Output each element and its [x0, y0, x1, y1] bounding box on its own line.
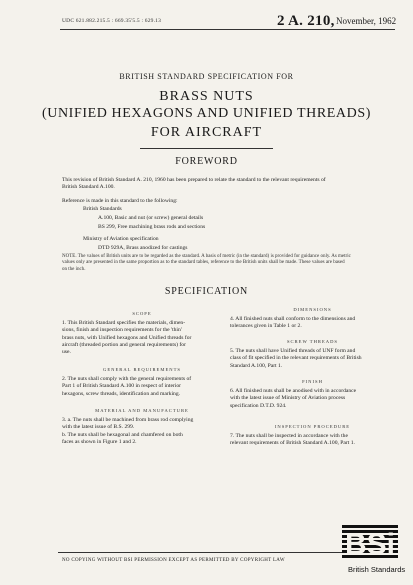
- title-line-2: (UNIFIED HEXAGONS AND UNIFIED THREADS): [42, 106, 371, 121]
- foreword-paragraph-line: British Standard A.100.: [62, 184, 115, 191]
- foreword-note: [62, 254, 392, 273]
- reference-intro: Reference is made in this standard to the following:: [62, 198, 178, 204]
- text-line: 2. The nuts shall comply with the general requirements of: [62, 376, 192, 382]
- section-heading-dimensions: DIMENSIONS: [293, 307, 332, 312]
- section-general-text: [62, 376, 191, 398]
- text-line: Standard A.100, Part 1.: [230, 362, 283, 369]
- bsi-logo: [340, 523, 400, 563]
- text-line: sions, finish and inspection requirements for the 'thin': [62, 327, 182, 334]
- text-line: 5. The nuts shall have Unified threads of UNF form and: [230, 348, 356, 354]
- header-rule: [60, 29, 395, 30]
- section-threads-text: [230, 348, 362, 370]
- copyright-notice: NO COPYING WITHOUT BSI PERMISSION EXCEPT AS PERMITTED BY COPYRIGHT LAW: [62, 558, 285, 563]
- section-dimensions-text: [230, 316, 355, 331]
- udc-code: UDC 621.882.215.5 : 669.35'5.5 : 629.13: [62, 18, 162, 24]
- title-line-1: BRASS NUTS: [159, 89, 254, 104]
- section-heading-scope: SCOPE: [132, 311, 152, 316]
- text-line: with the latest issue of B.S. 299.: [62, 424, 135, 431]
- foreword-paragraph-line: This revision of British Standard A. 210, 1960 has been prepared to relate the standard to the relevant requirements of: [62, 177, 326, 183]
- text-line: relevant requirements of British Standard A.100, Part 1.: [230, 440, 355, 447]
- text-line: specification D.T.D. 924.: [230, 402, 287, 409]
- standard-date: November, 1962: [336, 16, 397, 26]
- section-heading-material: MATERIAL AND MANUFACTURE: [95, 408, 189, 413]
- note-line: NOTE. The values of British units are to be regarded as the standard. A basis of metric (in the standard) is provided for guidance only. As metric: [62, 254, 351, 259]
- title-line-3: FOR AIRCRAFT: [150, 125, 263, 140]
- text-line: tolerances given in Table 1 or 2.: [230, 323, 302, 330]
- text-line: hexagons, screw threads, identification and marking.: [62, 390, 181, 397]
- section-material-text: [62, 417, 193, 446]
- text-line: class of fit specified in the relevant requirements of British: [230, 355, 362, 362]
- text-line: aircraft (threaded portion and general requirements) for: [62, 341, 186, 348]
- logo-mark: BSi: [344, 528, 396, 561]
- section-inspection-text: [230, 433, 355, 448]
- british-standards-label: British Standards: [83, 206, 122, 212]
- standard-number: 2 A. 210,: [277, 13, 335, 29]
- text-line: 4. All finished nuts shall conform to the dimensions and: [230, 316, 356, 322]
- section-finish-text: [230, 388, 356, 410]
- section-heading-threads: SCREW THREADS: [287, 339, 338, 344]
- note-line: on the inch.: [62, 266, 86, 272]
- foreword-rule: [140, 148, 273, 149]
- text-line: faces as shown in Figure 1 and 2.: [62, 438, 137, 445]
- reference-item: BS 299, Free machining brass rods and sections: [98, 224, 206, 230]
- text-line: with the latest issue of Ministry of Aviation process: [230, 395, 346, 402]
- foreword-paragraph: [62, 177, 392, 191]
- publisher-line: BRITISH STANDARD SPECIFICATION FOR: [119, 72, 294, 81]
- text-line: brass nuts, with Unified hexagons and Unified threads for: [62, 334, 192, 341]
- foreword-heading: FOREWORD: [175, 156, 238, 167]
- section-heading-finish: FINISH: [302, 379, 323, 384]
- text-line: Part 1 of British Standard A.100 in respect of interior: [62, 383, 182, 390]
- text-line: 3. a. The nuts shall be machined from brass rod complying: [62, 417, 194, 423]
- note-line: values only are presented in the same proportion as to the standard tables, reference to the British units shall be made. These values are based: [62, 260, 345, 266]
- section-heading-general: GENERAL REQUIREMENTS: [103, 367, 181, 372]
- text-line: 7. The nuts shall be inspected in accordance with the: [230, 433, 348, 439]
- section-scope-text: [62, 320, 191, 356]
- logo-subtitle: British Standards: [348, 565, 406, 574]
- specification-heading: SPECIFICATION: [164, 286, 249, 297]
- reference-item: A.100, Basic and nut (or screw) general details: [98, 215, 204, 221]
- text-line: b. The nuts shall be hexagonal and chamfered on both: [62, 431, 183, 438]
- text-line: 6. All finished nuts shall be anodised with in accordance: [230, 388, 357, 394]
- text-line: 1. This British Standard specifies the materials, dimen-: [62, 320, 186, 326]
- text-line: use.: [62, 349, 71, 356]
- section-heading-inspection: INSPECTION PROCEDURE: [274, 424, 351, 429]
- ministry-label: Ministry of Aviation specification: [83, 236, 159, 242]
- reference-item: DTD 929A, Brass anodized for castings: [98, 245, 188, 251]
